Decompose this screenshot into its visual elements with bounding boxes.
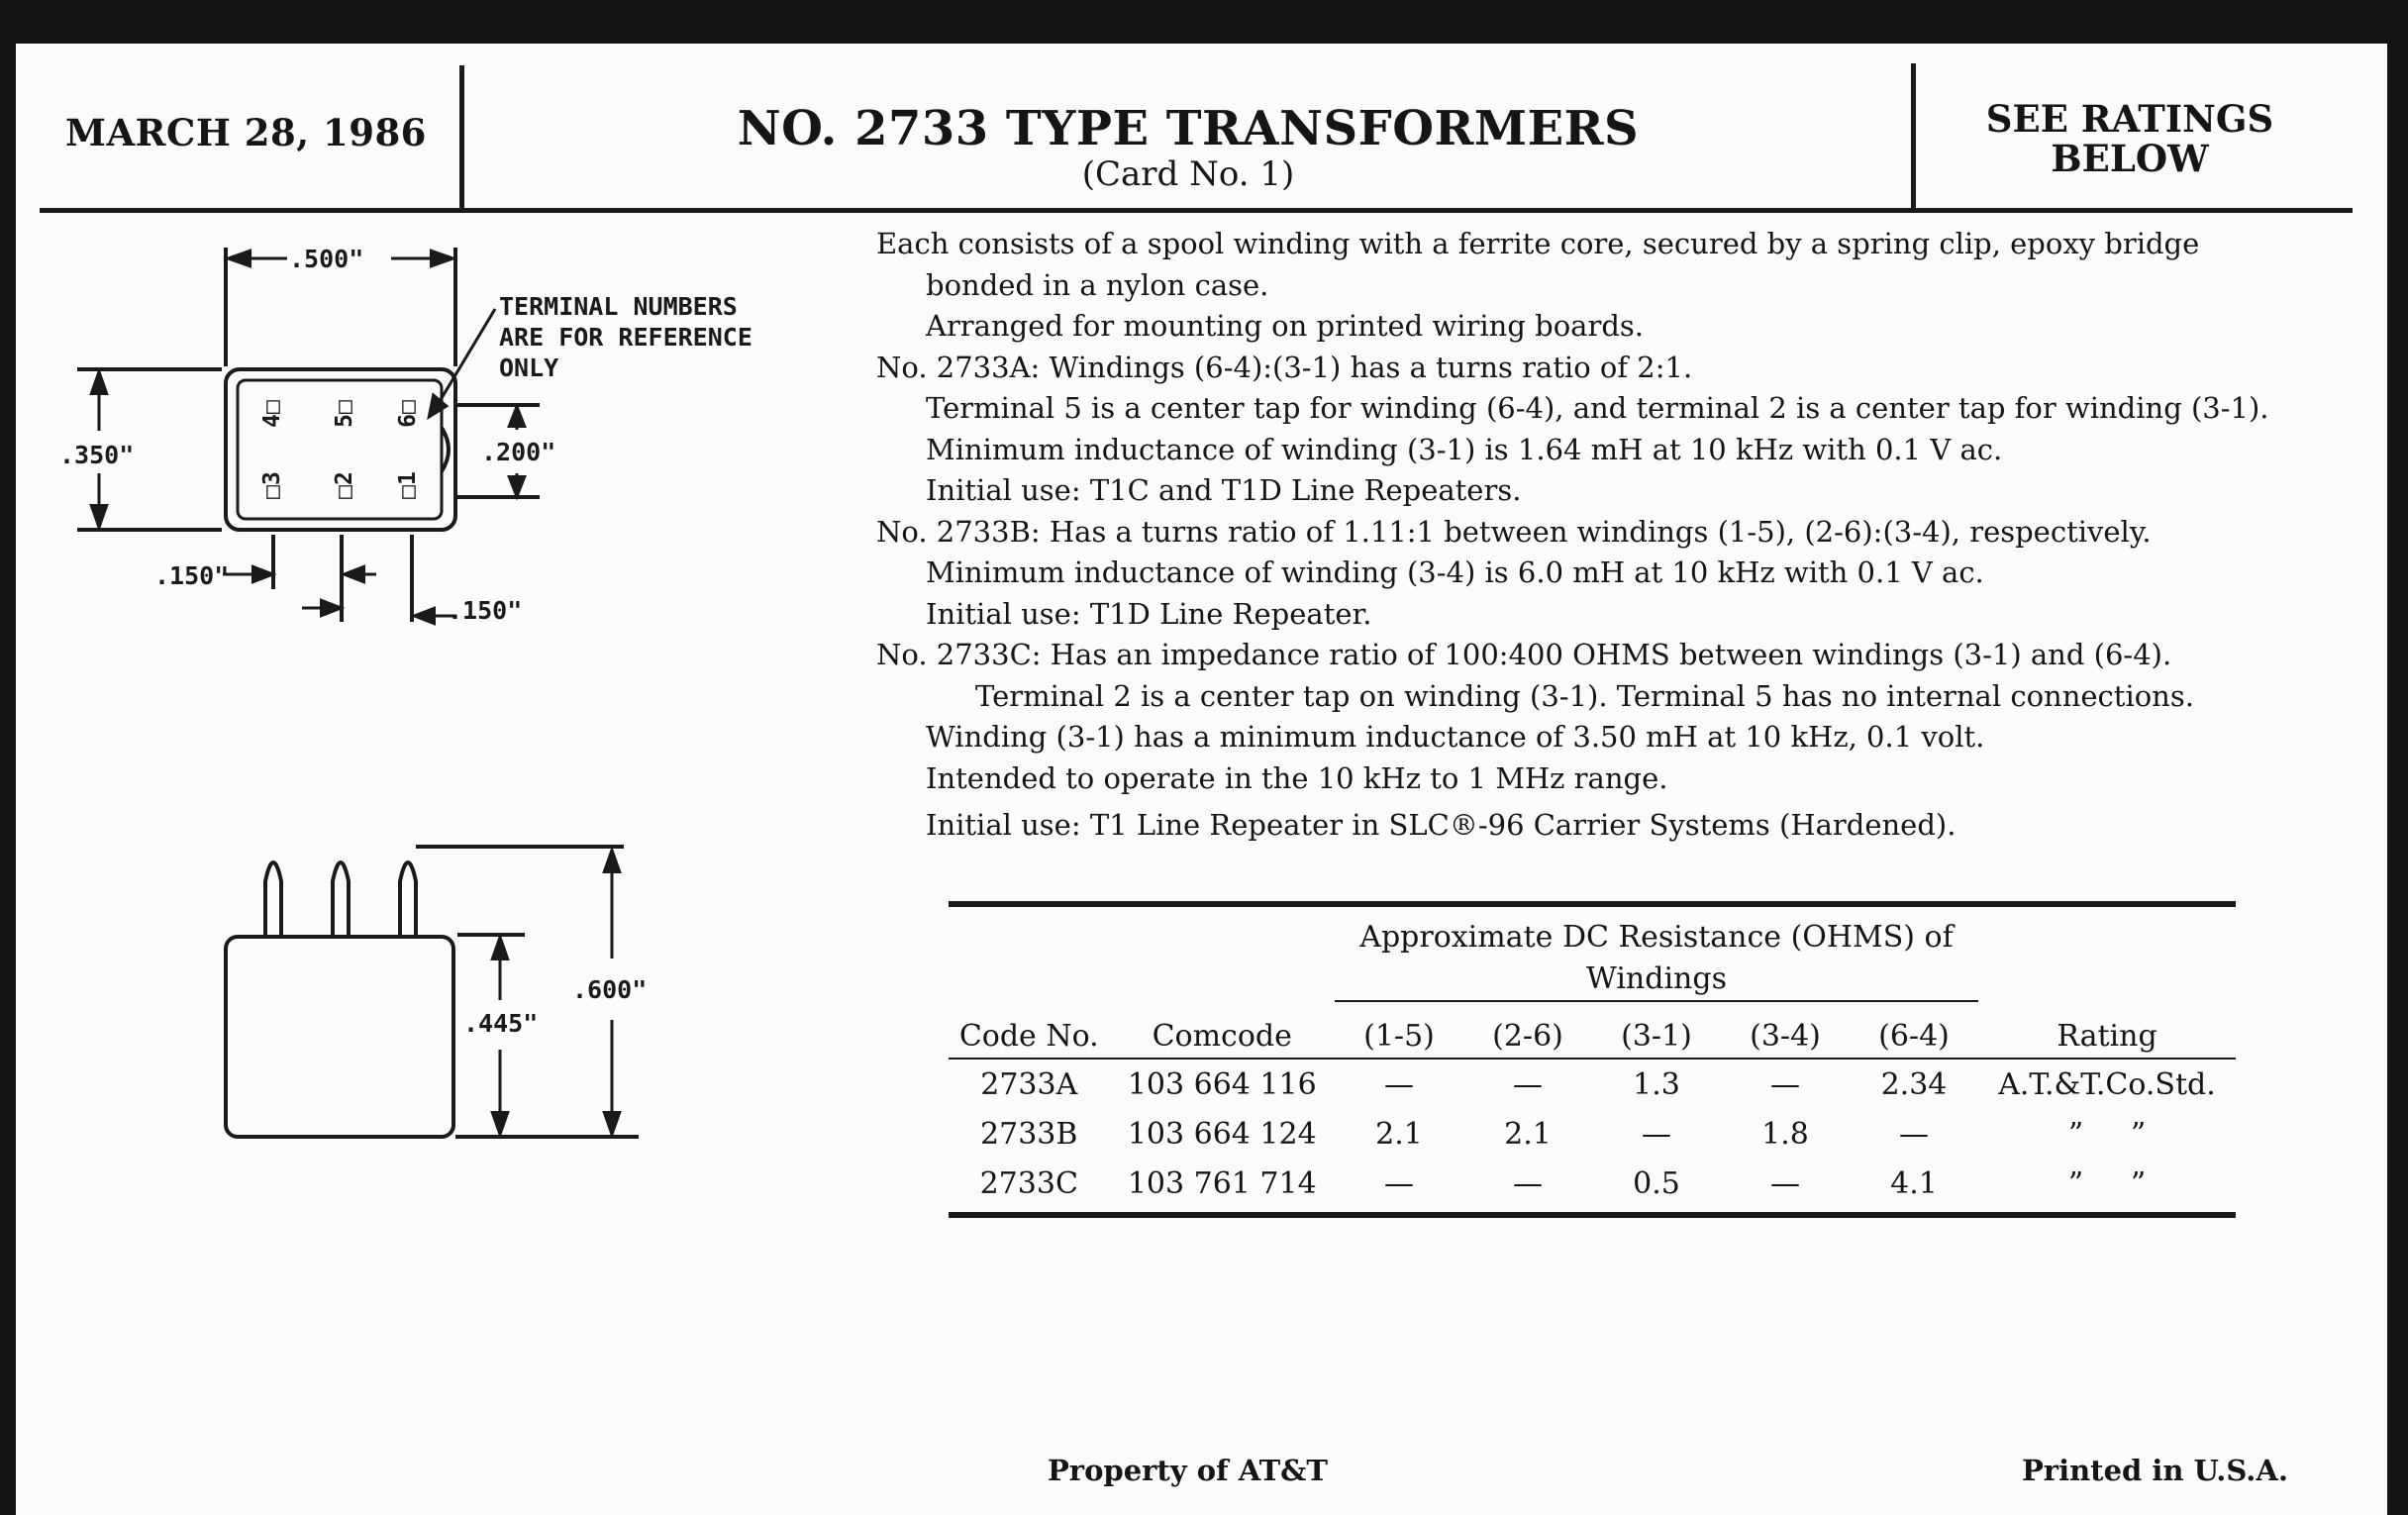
dim-left-offset-label: .150" [154, 561, 230, 590]
terminal-note-line-2: ARE FOR REFERENCE [499, 323, 752, 352]
cell-w3: 1.3 [1592, 1059, 1721, 1109]
footer-property: Property of AT&T [1048, 1454, 1328, 1487]
cell-w4: 1.8 [1761, 1116, 1809, 1152]
dim-body-height-label: .445" [463, 1009, 539, 1038]
desc-2733a-heading: No. 2733A: Windings (6-4):(3-1) has a turns ratio of 2:1. [876, 350, 1693, 384]
terminal-note-line-1: TERMINAL NUMBERS [499, 292, 738, 321]
dim-right-offset-label: .150" [448, 596, 523, 625]
col-code-no: Code No. [958, 1019, 1099, 1054]
card-number: (Card No. 1) [1081, 154, 1295, 194]
ratings-note [1917, 99, 2343, 178]
desc-2733b-heading: No. 2733B: Has a turns ratio of 1.11:1 between windings (1-5), (2-6):(3-4), respectively. [876, 514, 2152, 549]
footer-printed: Printed in U.S.A. [2022, 1454, 2288, 1487]
cell-w3: 0.5 [1633, 1165, 1680, 1201]
terminal-4: 4□ [259, 400, 285, 428]
top-view-body-outer [226, 369, 455, 530]
desc-2733c-use: Initial use: T1 Line Repeater in SLC®-96 Carrier Systems (Hardened). [926, 808, 1956, 842]
terminal-3: □3 [259, 471, 285, 499]
cell-code: 2733B [980, 1116, 1078, 1152]
cell-w4: — [1721, 1059, 1850, 1109]
description [876, 224, 2302, 847]
terminal-2: □2 [332, 471, 357, 499]
desc-2733c-heading: No. 2733C: Has an impedance ratio of 100:400 OHMS between windings (3-1) and (6-4). Terminal 2 is a center tap on winding (3-1). Terminal 5 has no internal connections. [876, 638, 2194, 713]
side-view-pin-1 [265, 862, 281, 937]
cell-w1: — [1335, 1059, 1463, 1109]
desc-mounting: Arranged for mounting on printed wiring boards. [926, 309, 1644, 343]
cell-w2: 2.1 [1504, 1116, 1552, 1152]
cell-comcode: 103 761 714 [1127, 1165, 1317, 1201]
col-winding-3-1: (3-1) [1592, 1001, 1721, 1059]
terminal-1: □1 [395, 471, 421, 499]
desc-2733a-inductance: Minimum inductance of winding (3-1) is 1.64 mH at 10 kHz with 0.1 V ac. [926, 432, 2003, 466]
table-bottom-rule [949, 1212, 2236, 1218]
cell-w1: 2.1 [1375, 1116, 1423, 1152]
cell-comcode: 103 664 116 [1110, 1059, 1336, 1109]
cell-code: 2733C [979, 1165, 1078, 1201]
ratings-line-2: BELOW [2051, 137, 2209, 180]
col-comcode: Comcode [1152, 1019, 1292, 1054]
cell-w2: — [1463, 1059, 1592, 1109]
desc-2733b-use: Initial use: T1D Line Repeater. [926, 596, 1372, 631]
cell-w5: 2.34 [1850, 1059, 1978, 1109]
cell-w4: — [1770, 1165, 1800, 1201]
table-group-header: Approximate DC Resistance (OHMS) of Windings [1359, 920, 1954, 996]
table-row [949, 1109, 2236, 1159]
cell-w3: — [1642, 1116, 1671, 1152]
desc-2733b-inductance: Minimum inductance of winding (3-4) is 6.0 mH at 10 kHz with 0.1 V ac. [926, 556, 1984, 589]
desc-intro: Each consists of a spool winding with a ferrite core, secured by a spring clip, epoxy bridge bonded in a nylon case. [876, 227, 2200, 302]
side-view-pin-2 [333, 862, 349, 937]
dim-width-label: .500" [289, 245, 364, 273]
resistance-table [949, 901, 2236, 1218]
cell-rating: ” ” [2067, 1116, 2147, 1152]
table-row [949, 1059, 2236, 1109]
dim-pin-gap-label: .200" [481, 438, 556, 466]
terminal-5: 5□ [332, 400, 357, 428]
desc-2733a-taps: Terminal 5 is a center tap for winding (6-4), and terminal 2 is a center tap for winding (3-1). [926, 391, 2269, 425]
side-view-body [226, 937, 453, 1137]
terminal-6: 6□ [395, 400, 421, 428]
ratings-line-1: SEE RATINGS [1985, 97, 2274, 141]
cell-comcode: 103 664 124 [1127, 1116, 1317, 1152]
desc-2733c-range: Intended to operate in the 10 kHz to 1 MHz range. [926, 760, 1668, 795]
cell-code: 2733A [949, 1059, 1110, 1109]
desc-2733a-use: Initial use: T1C and T1D Line Repeaters. [926, 473, 1522, 507]
header-divider-right [1911, 63, 1916, 210]
col-winding-6-4: (6-4) [1850, 1001, 1978, 1059]
page-title: NO. 2733 TYPE TRANSFORMERS [737, 101, 1640, 156]
cell-rating: ” ” [2067, 1165, 2147, 1201]
terminal-note-line-3: ONLY [499, 354, 559, 382]
dim-height-label: .350" [59, 441, 135, 469]
cell-w1: — [1384, 1165, 1414, 1201]
cell-w5: — [1899, 1116, 1929, 1152]
col-winding-2-6: (2-6) [1463, 1001, 1592, 1059]
cell-w5: 4.1 [1890, 1165, 1938, 1201]
cell-w2: — [1513, 1165, 1543, 1201]
col-winding-1-5: (1-5) [1335, 1001, 1463, 1059]
desc-2733c-inductance: Winding (3-1) has a minimum inductance of 3.50 mH at 10 kHz, 0.1 volt. [926, 720, 1985, 754]
card-date: MARCH 28, 1986 [65, 111, 427, 154]
dimension-drawings [0, 0, 871, 1238]
dim-total-height-label: .600" [572, 975, 648, 1004]
cell-rating: A.T.&T.Co.Std. [1978, 1059, 2236, 1109]
side-view-pin-3 [400, 862, 416, 937]
table-row [949, 1159, 2236, 1208]
col-winding-3-4: (3-4) [1721, 1001, 1850, 1059]
col-rating: Rating [2057, 1019, 2157, 1054]
